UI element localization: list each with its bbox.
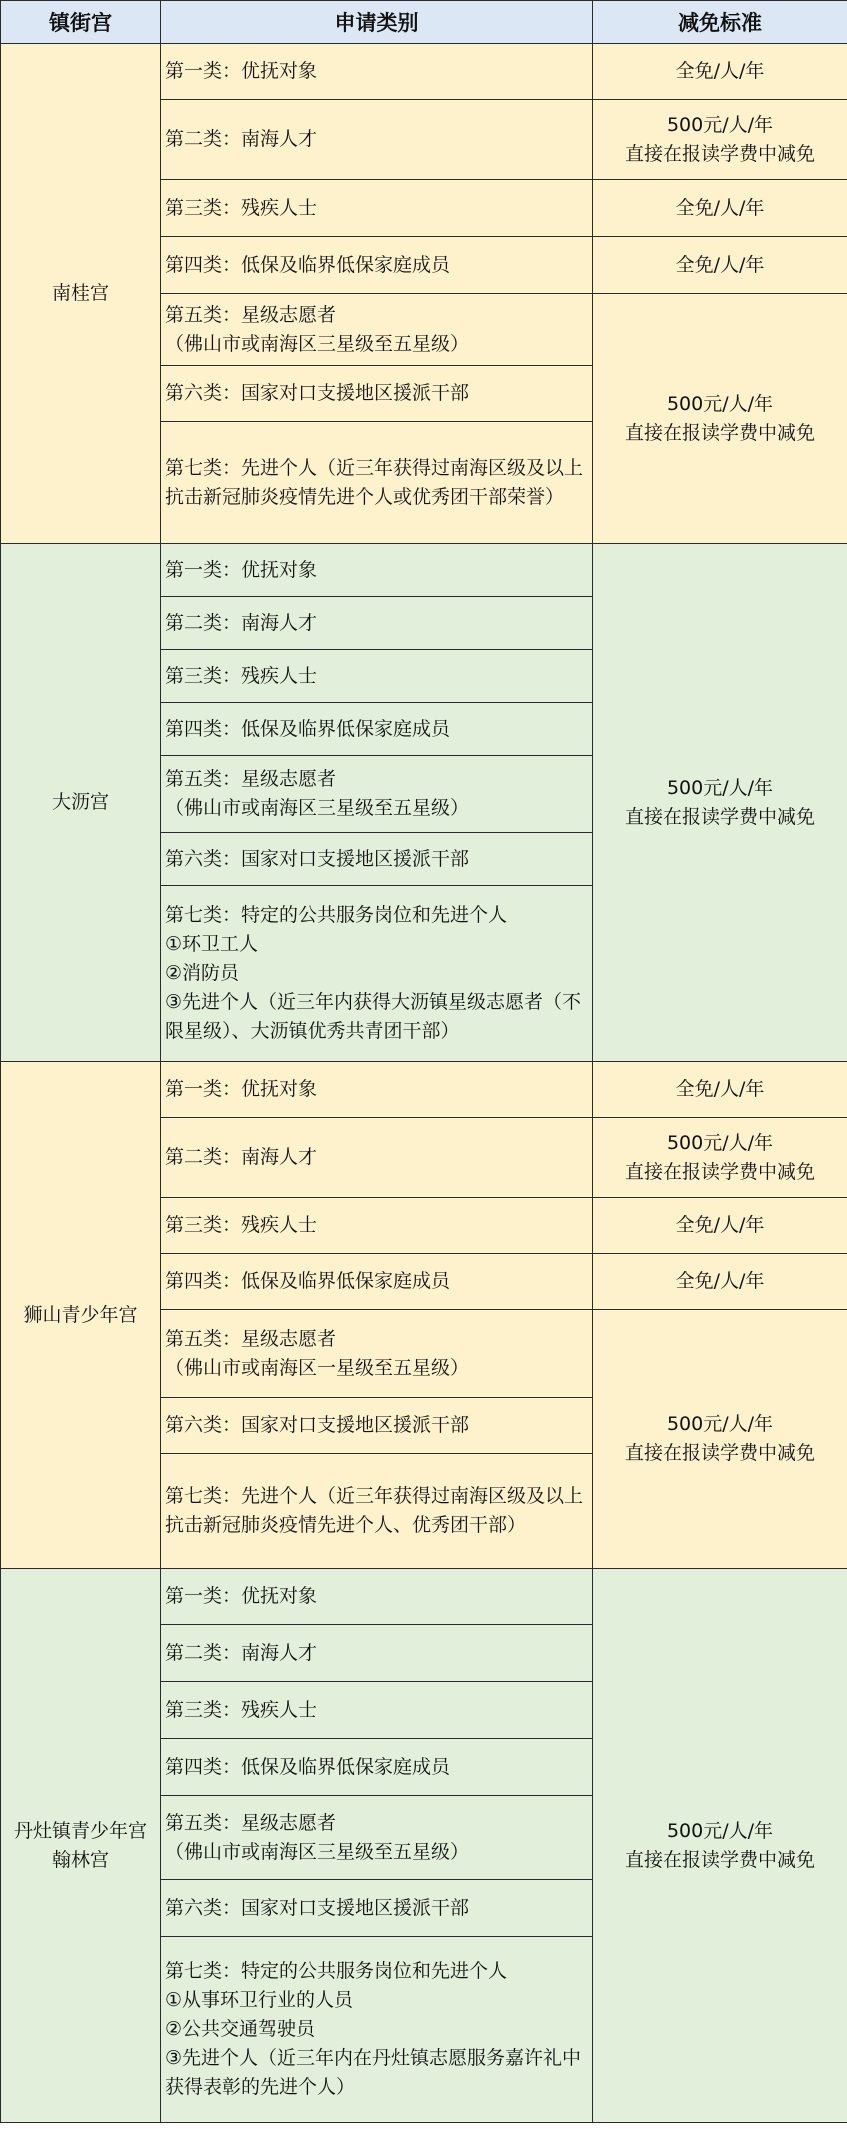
category-cell — [161, 886, 593, 1062]
table-row — [1, 1062, 847, 1118]
category-cell — [161, 1682, 593, 1739]
category-line: 第五类：星级志愿者 — [165, 303, 337, 326]
category-cell — [161, 703, 593, 756]
standard-cell — [593, 237, 847, 294]
category-line: 第六类：国家对口支援地区援派干部 — [165, 1414, 470, 1436]
header-category: 申请类别 — [161, 1, 593, 44]
category-line: 第五类：星级志愿者 — [165, 1327, 337, 1350]
standard-line: 全免/人/年 — [675, 196, 765, 219]
category-line: （佛山市或南海区三星级至五星级） — [165, 797, 470, 819]
category-line: ②消防员 — [165, 962, 240, 984]
category-line: 第七类：先进个人（近三年获得过南海区级及以上抗击新冠肺炎疫情先进个人或优秀团干部荣誉） — [165, 456, 584, 508]
category-line: 第七类：特定的公共服务岗位和先进个人 — [165, 904, 508, 926]
standard-line: 全免/人/年 — [675, 1270, 765, 1292]
category-line: 第一类：优抚对象 — [165, 1585, 318, 1607]
category-line: 第五类：星级志愿者 — [165, 1811, 337, 1834]
category-line: 第五类：星级志愿者 — [165, 768, 337, 790]
category-cell — [161, 100, 593, 180]
category-cell — [161, 1118, 593, 1198]
category-line: 第三类：残疾人士 — [165, 664, 318, 687]
category-line: 第六类：国家对口支援地区援派干部 — [165, 382, 470, 404]
category-cell — [161, 366, 593, 422]
category-cell — [161, 1310, 593, 1398]
category-line: 第一类：优抚对象 — [165, 60, 318, 82]
header-row — [1, 1, 847, 44]
town-name: 南桂宫 — [51, 282, 109, 304]
category-line: 第七类：特定的公共服务岗位和先进个人 — [165, 1960, 508, 1982]
standard-cell — [593, 1198, 847, 1254]
category-cell — [161, 544, 593, 597]
town-cell — [1, 44, 161, 544]
category-cell — [161, 44, 593, 100]
category-cell — [161, 597, 593, 650]
town-name: 大沥宫 — [51, 791, 109, 813]
category-cell — [161, 1398, 593, 1454]
category-cell — [161, 237, 593, 294]
category-line: 第四类：低保及临界低保家庭成员 — [165, 717, 451, 740]
category-line: ③先进个人（近三年内获得大沥镇星级志愿者（不限星级）、大沥镇优秀共青团干部） — [165, 991, 582, 1042]
standard-cell — [593, 180, 847, 237]
standard-line: 全免/人/年 — [675, 1214, 765, 1236]
standard-cell — [593, 100, 847, 180]
standard-line: 500元/人/年 — [666, 113, 774, 136]
category-cell — [161, 1796, 593, 1880]
category-line: ①环卫工人 — [165, 933, 259, 955]
category-cell — [161, 1739, 593, 1796]
category-cell — [161, 650, 593, 703]
standard-line: 500元/人/年 — [666, 1413, 774, 1435]
category-cell — [161, 180, 593, 237]
category-line: 第三类：残疾人士 — [165, 1698, 318, 1721]
table-row — [1, 544, 847, 597]
standard-cell — [593, 44, 847, 100]
standard-cell — [593, 1254, 847, 1310]
category-line: 第二类：南海人才 — [165, 1146, 318, 1168]
table-row — [1, 44, 847, 100]
category-cell — [161, 1062, 593, 1118]
category-cell — [161, 833, 593, 886]
category-line: 第一类：优抚对象 — [165, 1078, 318, 1100]
category-line: 第六类：国家对口支援地区援派干部 — [165, 1896, 470, 1919]
category-line: 第六类：国家对口支援地区援派干部 — [165, 847, 470, 870]
category-line: 第四类：低保及临界低保家庭成员 — [165, 1755, 451, 1778]
category-line: ③先进个人（近三年内在丹灶镇志愿服务嘉许礼中获得表彰的先进个人） — [165, 2047, 582, 2098]
category-line: 第二类：南海人才 — [165, 1641, 318, 1664]
category-line: 第四类：低保及临界低保家庭成员 — [165, 1270, 451, 1292]
town-cell — [1, 1569, 161, 2123]
table-row — [1, 1569, 847, 1625]
category-line: 第三类：残疾人士 — [165, 1214, 318, 1236]
table-body — [1, 44, 847, 2123]
category-cell — [161, 422, 593, 544]
standard-line: 直接在报读学费中减免 — [624, 1442, 815, 1464]
category-cell — [161, 1454, 593, 1569]
standard-cell — [593, 1062, 847, 1118]
category-line: 第三类：残疾人士 — [165, 196, 318, 219]
town-name: 狮山青少年宫 — [23, 1303, 138, 1326]
standard-cell — [593, 544, 847, 1062]
category-line: （佛山市或南海区三星级至五星级） — [165, 1840, 470, 1863]
standard-line: 直接在报读学费中减免 — [624, 142, 815, 165]
standard-line: 500元/人/年 — [666, 1819, 774, 1842]
standard-line: 直接在报读学费中减免 — [624, 805, 815, 828]
category-cell — [161, 1625, 593, 1682]
town-name: 丹灶镇青少年宫 翰林宫 — [13, 1819, 147, 1871]
standard-line: 全免/人/年 — [675, 1078, 765, 1100]
category-line: 第七类：先进个人（近三年获得过南海区级及以上抗击新冠肺炎疫情先进个人、优秀团干部） — [165, 1485, 584, 1536]
header-town: 镇街宫 — [1, 1, 161, 44]
category-cell — [161, 756, 593, 833]
standard-line: 500元/人/年 — [666, 776, 774, 799]
standard-line: 直接在报读学费中减免 — [624, 421, 815, 444]
town-cell — [1, 544, 161, 1062]
standard-cell — [593, 294, 847, 544]
standard-line: 500元/人/年 — [666, 392, 774, 415]
category-line: （佛山市或南海区一星级至五星级） — [165, 1356, 470, 1379]
standard-line: 500元/人/年 — [666, 1131, 774, 1154]
standard-line: 直接在报读学费中减免 — [624, 1848, 815, 1871]
town-cell — [1, 1062, 161, 1569]
category-line: ②公共交通驾驶员 — [165, 2018, 316, 2040]
category-line: （佛山市或南海区三星级至五星级） — [165, 332, 470, 355]
category-line: 第一类：优抚对象 — [165, 558, 318, 581]
category-line: ①从事环卫行业的人员 — [165, 1989, 354, 2011]
standard-line: 全免/人/年 — [675, 60, 765, 82]
category-cell — [161, 1880, 593, 1937]
header-standard: 减免标准 — [593, 1, 847, 44]
category-cell — [161, 1937, 593, 2123]
category-cell — [161, 1569, 593, 1625]
standard-cell — [593, 1569, 847, 2123]
standard-cell — [593, 1118, 847, 1198]
standard-cell — [593, 1310, 847, 1569]
standard-line: 全免/人/年 — [675, 253, 765, 276]
category-cell — [161, 1198, 593, 1254]
category-cell — [161, 1254, 593, 1310]
standard-line: 直接在报读学费中减免 — [624, 1160, 815, 1183]
category-cell — [161, 294, 593, 366]
category-line: 第二类：南海人才 — [165, 611, 318, 634]
category-line: 第四类：低保及临界低保家庭成员 — [165, 253, 451, 276]
category-line: 第二类：南海人才 — [165, 128, 318, 150]
